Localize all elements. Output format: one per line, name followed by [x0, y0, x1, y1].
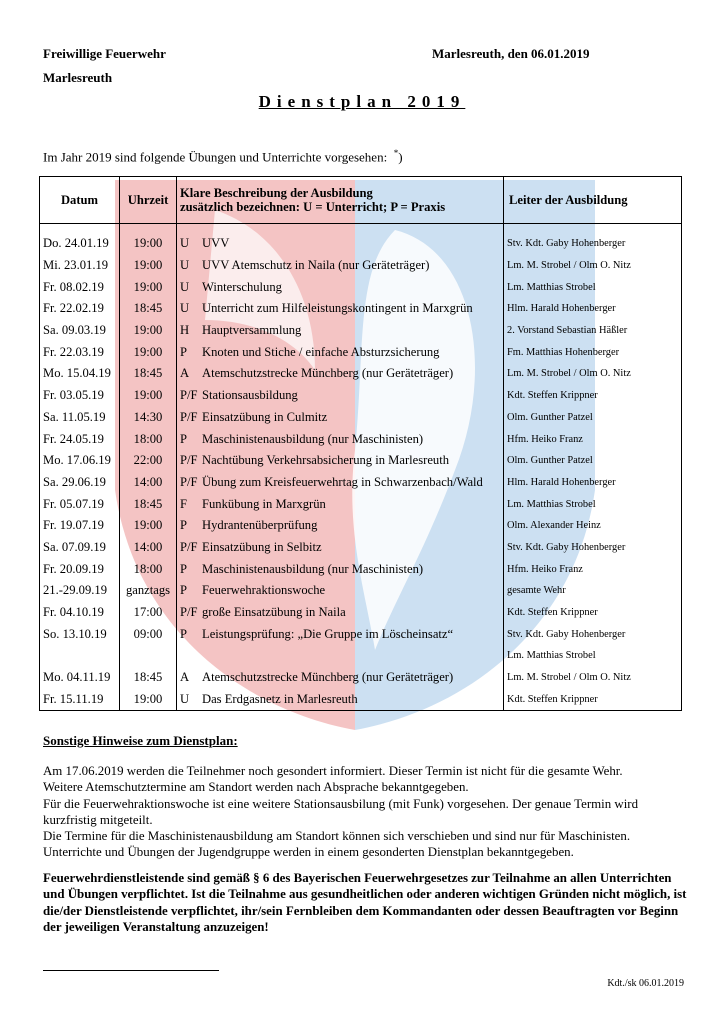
row-type-code: U	[180, 301, 190, 316]
note-line: Unterrichte und Übungen der Jugendgruppe werden in einem gesonderten Dienstplan bekanntgegeben.	[43, 845, 574, 860]
row-leader: Stv. Kdt. Gaby Hohenberger	[504, 623, 682, 645]
row-time: 19:00	[120, 233, 177, 255]
table-row	[40, 385, 682, 407]
footnote-divider	[43, 970, 219, 971]
row-leader: Lm. Matthias Strobel	[504, 645, 682, 667]
row-date: Sa. 09.03.19	[40, 320, 120, 342]
row-leader: Olm. Alexander Heinz	[504, 515, 682, 537]
row-description	[177, 515, 504, 537]
row-description-text: Atemschutzstrecke Münchberg (nur Geräteträger)	[202, 366, 454, 381]
table-row	[40, 667, 682, 689]
row-type-code: P/F	[180, 388, 198, 403]
row-description	[177, 537, 504, 559]
table-row	[40, 688, 682, 710]
row-date: Fr. 03.05.19	[40, 385, 120, 407]
row-description-text: Maschinistenausbildung (nur Maschinisten)	[202, 431, 424, 446]
row-description-text: Funkübung in Marxgrün	[202, 496, 326, 511]
row-description	[177, 493, 504, 515]
row-description	[177, 645, 504, 667]
row-leader: Stv. Kdt. Gaby Hohenberger	[504, 537, 682, 559]
row-description-text: Übung zum Kreisfeuerwehrtag in Schwarzenbach/Wald	[202, 474, 483, 489]
row-description	[177, 255, 504, 277]
table-row	[40, 276, 682, 298]
row-type-code: P	[180, 626, 188, 641]
table-row	[40, 255, 682, 277]
row-time: 19:00	[120, 385, 177, 407]
row-time: 19:00	[120, 320, 177, 342]
row-description-text: große Einsatzübung in Naila	[202, 605, 346, 620]
row-description-text: Unterricht zum Hilfeleistungskontingent in Marxgrün	[202, 301, 473, 316]
row-type-code: A	[180, 366, 190, 381]
table-row	[40, 623, 682, 645]
row-type-code: U	[180, 691, 190, 706]
row-description-text: Stationsausbildung	[202, 388, 298, 403]
row-date: Fr. 22.02.19	[40, 298, 120, 320]
row-description	[177, 558, 504, 580]
row-description	[177, 450, 504, 472]
row-description-text: Hauptversammlung	[202, 323, 302, 338]
row-description-text: Atemschutzstrecke Münchberg (nur Geräteträger)	[202, 670, 454, 685]
footer-reference: Kdt./sk 06.01.2019	[607, 978, 684, 989]
place-date: Marlesreuth, den 06.01.2019	[432, 46, 590, 61]
row-description	[177, 602, 504, 624]
row-type-code: P/F	[180, 474, 198, 489]
row-leader: Olm. Gunther Patzel	[504, 407, 682, 429]
row-type-code: H	[180, 323, 190, 338]
table-row	[40, 558, 682, 580]
table-row	[40, 298, 682, 320]
table-row	[40, 320, 682, 342]
row-date: Sa. 11.05.19	[40, 407, 120, 429]
row-time: 19:00	[120, 515, 177, 537]
row-description	[177, 688, 504, 710]
header-description: Klare Beschreibung der Ausbildung zusätzlich bezeichnen: U = Unterricht; P = Praxis	[177, 177, 504, 224]
row-leader: Lm. Matthias Strobel	[504, 493, 682, 515]
row-date: Mo. 04.11.19	[40, 667, 120, 689]
row-time: 14:00	[120, 537, 177, 559]
row-leader: Lm. M. Strobel / Olm O. Nitz	[504, 363, 682, 385]
row-leader: Lm. M. Strobel / Olm O. Nitz	[504, 667, 682, 689]
row-leader: Kdt. Steffen Krippner	[504, 688, 682, 710]
row-description-text: Knoten und Stiche / einfache Absturzsicherung	[202, 344, 440, 359]
table-row	[40, 450, 682, 472]
row-type-code: U	[180, 279, 190, 294]
row-date: Fr. 20.09.19	[40, 558, 120, 580]
row-type-code: P/F	[180, 539, 198, 554]
row-description	[177, 233, 504, 255]
row-leader: Lm. M. Strobel / Olm O. Nitz	[504, 255, 682, 277]
row-type-code: F	[180, 496, 188, 511]
row-date: Fr. 24.05.19	[40, 428, 120, 450]
row-type-code: P	[180, 518, 188, 533]
table-row	[40, 645, 682, 667]
row-type-code: P	[180, 344, 188, 359]
row-date: Fr. 19.07.19	[40, 515, 120, 537]
table-row	[40, 407, 682, 429]
row-leader: Kdt. Steffen Krippner	[504, 385, 682, 407]
row-time: ganztags	[120, 580, 177, 602]
row-description	[177, 667, 504, 689]
row-description-text: Maschinistenausbildung (nur Maschinisten)	[202, 561, 424, 576]
row-description-text: UVV	[202, 236, 230, 251]
row-description	[177, 407, 504, 429]
notes-heading: Sonstige Hinweise zum Dienstplan:	[43, 733, 238, 748]
row-type-code: U	[180, 236, 190, 251]
table-row	[40, 341, 682, 363]
row-type-code: A	[180, 670, 190, 685]
row-description-text: Feuerwehraktionswoche	[202, 583, 326, 598]
document-title: Dienstplan 2019	[258, 92, 466, 111]
row-leader: Kdt. Steffen Krippner	[504, 602, 682, 624]
table-row	[40, 580, 682, 602]
row-date: Fr. 15.11.19	[40, 688, 120, 710]
row-time: 19:00	[120, 688, 177, 710]
row-leader: Hfm. Heiko Franz	[504, 428, 682, 450]
row-description	[177, 580, 504, 602]
row-type-code: U	[180, 258, 190, 273]
row-type-code: P	[180, 431, 188, 446]
row-description-text: Leistungsprüfung: „Die Gruppe im Löscheinsatz“	[202, 626, 454, 641]
row-description	[177, 472, 504, 494]
row-date: Fr. 05.07.19	[40, 493, 120, 515]
table-row	[40, 515, 682, 537]
row-description-text: Nachtübung Verkehrsabsicherung in Marlesreuth	[202, 453, 450, 468]
row-date: Fr. 04.10.19	[40, 602, 120, 624]
table-row	[40, 363, 682, 385]
row-time: 17:00	[120, 602, 177, 624]
row-leader: 2. Vorstand Sebastian Häßler	[504, 320, 682, 342]
header-leader: Leiter der Ausbildung	[504, 177, 682, 224]
row-time	[120, 645, 177, 667]
row-time: 18:45	[120, 493, 177, 515]
row-description	[177, 385, 504, 407]
row-type-code: P/F	[180, 605, 198, 620]
row-date: Do. 24.01.19	[40, 233, 120, 255]
row-time: 18:45	[120, 363, 177, 385]
intro-text: Im Jahr 2019 sind folgende Übungen und Unterrichte vorgesehen: *)	[43, 148, 403, 165]
row-time: 14:00	[120, 472, 177, 494]
row-time: 09:00	[120, 623, 177, 645]
row-description	[177, 298, 504, 320]
row-description-text: UVV Atemschutz in Naila (nur Geräteträger)	[202, 258, 430, 273]
row-description	[177, 320, 504, 342]
row-type-code: P	[180, 561, 188, 576]
table-row	[40, 493, 682, 515]
note-line: Weitere Atemschutztermine am Standort werden nach Absprache bekanntgegeben.	[43, 780, 469, 795]
row-date	[40, 645, 120, 667]
row-time: 19:00	[120, 341, 177, 363]
schedule-table	[39, 176, 682, 711]
row-description	[177, 341, 504, 363]
row-type-code: P/F	[180, 409, 198, 424]
row-type-code: P/F	[180, 453, 198, 468]
row-date: Sa. 29.06.19	[40, 472, 120, 494]
table-row	[40, 428, 682, 450]
legal-notice: Feuerwehrdienstleistende sind gemäß § 6 des Bayerischen Feuerwehrgesetzes zur Teilnahme an allen Unterrichten und Übungen verpflichtet. Ist die Teilnahme aus gesundheitlichen oder anderen wichtigen Gründen nicht möglich, ist die/der Dienstleistende verpflichtet, ihr/sein Fernbleiben dem Kommandanten oder dessen Beauftragten vor Beginn der jeweiligen Veranstaltung anzuzeigen!	[43, 871, 687, 934]
organization-header	[43, 42, 166, 90]
row-date: Mi. 23.01.19	[40, 255, 120, 277]
row-description-text: Winterschulung	[202, 279, 282, 294]
notes-body	[43, 763, 693, 861]
note-line: Am 17.06.2019 werden die Teilnehmer noch gesondert informiert. Dieser Termin ist nicht für die gesamte Wehr.	[43, 764, 623, 778]
note-line: Die Termine für die Maschinistenausbildung am Standort können sich verschieben und sind nur für Maschinisten.	[43, 829, 631, 844]
row-time: 19:00	[120, 276, 177, 298]
row-time: 19:00	[120, 255, 177, 277]
row-time: 14:30	[120, 407, 177, 429]
row-date: Sa. 07.09.19	[40, 537, 120, 559]
table-row	[40, 537, 682, 559]
table-header-row	[40, 177, 682, 224]
row-description-text: Das Erdgasnetz in Marlesreuth	[202, 691, 358, 706]
table-row	[40, 233, 682, 255]
row-leader: Hlm. Harald Hohenberger	[504, 298, 682, 320]
row-description-text: Einsatzübung in Selbitz	[202, 539, 322, 554]
row-date: Fr. 22.03.19	[40, 341, 120, 363]
row-date: 21.-29.09.19	[40, 580, 120, 602]
row-description-text: Hydrantenüberprüfung	[202, 518, 318, 533]
header-time: Uhrzeit	[120, 177, 177, 224]
row-date: Mo. 17.06.19	[40, 450, 120, 472]
row-time: 18:00	[120, 558, 177, 580]
row-leader: Lm. Matthias Strobel	[504, 276, 682, 298]
row-type-code: P	[180, 583, 188, 598]
row-leader: Olm. Gunther Patzel	[504, 450, 682, 472]
row-description	[177, 623, 504, 645]
row-description	[177, 428, 504, 450]
row-leader: Hfm. Heiko Franz	[504, 558, 682, 580]
footnote-mark: *	[393, 148, 399, 158]
organization-place: Marlesreuth	[43, 70, 113, 85]
note-line: Für die Feuerwehraktionswoche ist eine weitere Stationsausbilung (mit Funk) vorgesehen. Der genaue Termin wird kurzfristig mitgeteilt.	[43, 796, 639, 827]
table-row	[40, 472, 682, 494]
row-time: 18:45	[120, 667, 177, 689]
row-description	[177, 276, 504, 298]
row-leader: Stv. Kdt. Gaby Hohenberger	[504, 233, 682, 255]
row-leader: gesamte Wehr	[504, 580, 682, 602]
table-row	[40, 602, 682, 624]
organization-name: Freiwillige Feuerwehr	[43, 46, 166, 61]
row-date: Mo. 15.04.19	[40, 363, 120, 385]
row-leader: Fm. Matthias Hohenberger	[504, 341, 682, 363]
row-description-text: Einsatzübung in Culmitz	[202, 409, 328, 424]
row-time: 22:00	[120, 450, 177, 472]
row-leader: Hlm. Harald Hohenberger	[504, 472, 682, 494]
header-date: Datum	[40, 177, 120, 224]
spacer-row	[40, 224, 682, 234]
row-time: 18:45	[120, 298, 177, 320]
row-description	[177, 363, 504, 385]
row-date: Fr. 08.02.19	[40, 276, 120, 298]
row-date: So. 13.10.19	[40, 623, 120, 645]
row-time: 18:00	[120, 428, 177, 450]
